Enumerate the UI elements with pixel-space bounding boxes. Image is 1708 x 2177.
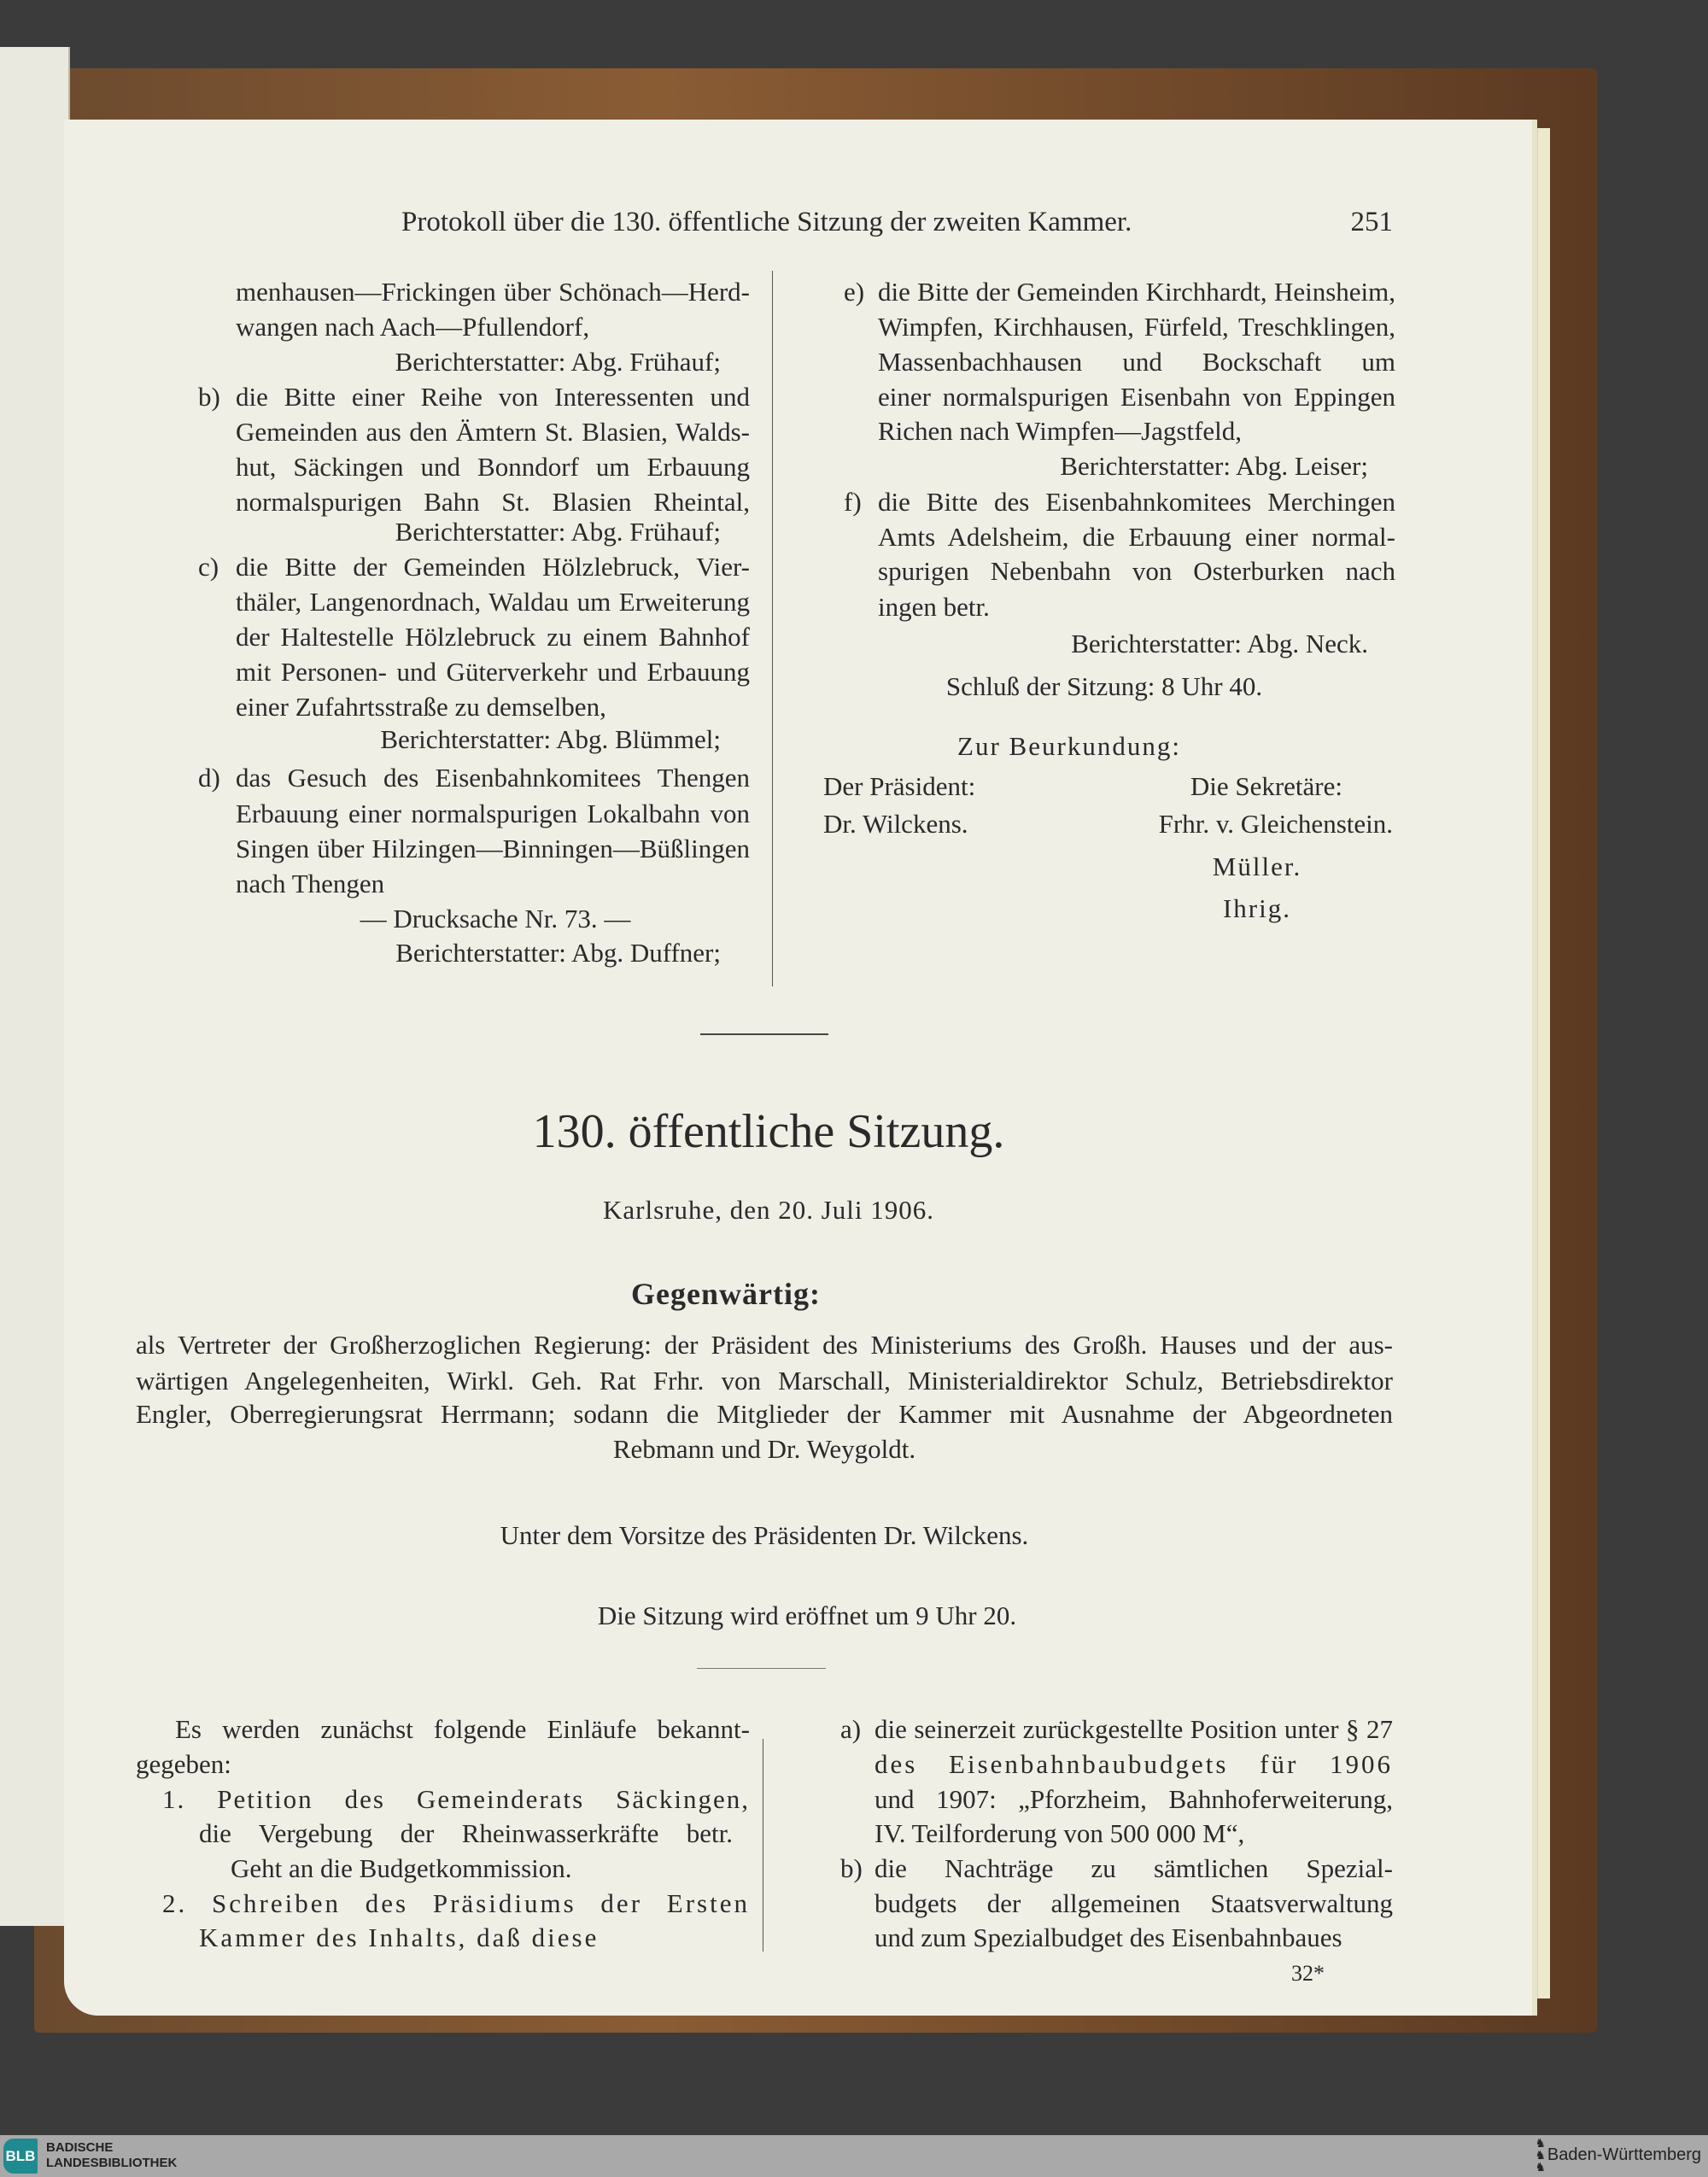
signature-mark: 32*: [1291, 1961, 1325, 1986]
item-label: b): [198, 382, 220, 412]
reporter-line: Berichterstatter: Abg. Neck.: [1071, 629, 1368, 658]
text-line: Erbauung einer normalspurigen Lokalbahn von: [236, 799, 750, 828]
text-line: Singen über Hilzingen—Binningen—Büßlingen: [236, 834, 750, 863]
facing-page-edge: [0, 47, 70, 1926]
referral-line: Geht an die Budgetkommission.: [231, 1853, 572, 1883]
text-line: die Nachträge zu sämtlichen Spezial-: [874, 1853, 1393, 1883]
attestation-heading: Zur Beurkundung:: [957, 731, 1181, 761]
text-line: wangen nach Aach—Pfullendorf,: [236, 312, 590, 342]
text-line: 1. Petition des Gemeinderats Säckingen,: [162, 1784, 750, 1814]
text-line: die Bitte der Gemeinden Hölzlebruck, Vier-: [236, 552, 750, 582]
text-line: und 1907: „Pforzheim, Bahnhoferweiterung,: [874, 1784, 1393, 1814]
text-line: der Haltestelle Hölzlebruck zu einem Bahnhof: [236, 622, 750, 652]
library-name[interactable]: [46, 2140, 177, 2171]
text-line: die Bitte der Gemeinden Kirchhardt, Heinsheim,: [878, 277, 1395, 307]
text-line: die seinerzeit zurückgestellte Position unter § 27: [874, 1714, 1393, 1744]
secretaries-label: Die Sekretäre:: [1190, 771, 1342, 801]
reporter-line: Berichterstatter: Abg. Blümmel;: [380, 724, 721, 754]
running-title: Protokoll über die 130. öffentliche Sitzung der zweiten Kammer.: [401, 207, 1132, 237]
text-line: budgets der allgemeinen Staatsverwaltung: [874, 1888, 1393, 1918]
text-line: gegeben:: [136, 1749, 231, 1779]
item-label: a): [840, 1714, 862, 1744]
session-close: Schluß der Sitzung: 8 Uhr 40.: [945, 671, 1263, 701]
text-line: des Eisenbahnbaubudgets für 1906: [874, 1749, 1393, 1779]
present-line: Engler, Oberregierungsrat Herrmann; sodann die Mitglieder der Kammer mit Ausnahme der Abgeordneten: [136, 1399, 1393, 1429]
state-name[interactable]: Baden-Württemberg: [1547, 2145, 1701, 2164]
text-line: menhausen—Frickingen über Schönach—Herd-: [236, 277, 750, 307]
text-line: einer normalspurigen Eisenbahn von Eppingen: [878, 382, 1395, 412]
text-line: die Bitte des Eisenbahnkomitees Merchingen: [878, 487, 1395, 517]
secretary-name: Müller.: [1212, 851, 1302, 881]
blb-logo-icon[interactable]: BLB: [3, 2139, 38, 2174]
secretary-name: Ihrig.: [1222, 893, 1291, 923]
text-line: mit Personen- und Güterverkehr und Erbauung: [236, 657, 750, 687]
item-label: c): [198, 552, 219, 582]
section-rule: [700, 1033, 828, 1035]
item-label: b): [840, 1853, 863, 1883]
session-title: 130. öffentliche Sitzung.: [532, 1105, 1005, 1158]
text-line: 2. Schreiben des Präsidiums der Ersten: [162, 1888, 750, 1918]
text-line: einer Zufahrtsstraße zu demselben,: [236, 692, 606, 722]
text-line: Kammer des Inhalts, daß diese: [199, 1922, 600, 1952]
reporter-line: Berichterstatter: Abg. Frühauf;: [395, 347, 721, 377]
text-line: spurigen Nebenbahn von Osterburken nach: [878, 556, 1395, 586]
item-label: d): [198, 763, 220, 793]
present-line: als Vertreter der Großherzoglichen Regierung: der Präsident des Ministeriums des Großh. Hauses und der aus-: [136, 1330, 1393, 1360]
page-number: 251: [1350, 207, 1393, 237]
column-divider: [772, 271, 773, 986]
text-line: thäler, Langenordnach, Waldau um Erweiterung: [236, 587, 750, 617]
present-line: wärtigen Angelegenheiten, Wirkl. Geh. Rat Frhr. von Marschall, Ministerialdirektor Schulz, Betriebsdirektor: [136, 1366, 1393, 1396]
president-name: Dr. Wilckens.: [823, 809, 968, 839]
place-date: Karlsruhe, den 20. Juli 1906.: [602, 1195, 935, 1225]
text-line: Es werden zunächst folgende Einläufe bekannt-: [175, 1714, 750, 1744]
short-rule: [697, 1668, 826, 1669]
text-line: das Gesuch des Eisenbahnkomitees Thengen: [236, 763, 750, 793]
reporter-line: Berichterstatter: Abg. Leiser;: [1060, 451, 1368, 481]
president-label: Der Präsident:: [823, 771, 976, 801]
library-name-line: LANDESBIBLIOTHEK: [46, 2156, 178, 2170]
viewer-footer: [0, 2135, 1708, 2177]
item-label: e): [844, 277, 865, 307]
text-line: nach Thengen: [236, 869, 385, 898]
library-name-line: BADISCHE: [46, 2140, 114, 2155]
text-line: Amts Adelsheim, die Erbauung einer normal-: [878, 522, 1395, 552]
reporter-line: Berichterstatter: Abg. Frühauf;: [395, 517, 721, 547]
text-line: und zum Spezialbudget des Eisenbahnbaues: [874, 1922, 1342, 1952]
document-reference: — Drucksache Nr. 73. —: [360, 904, 631, 933]
chair-line: Unter dem Vorsitze des Präsidenten Dr. Wilckens.: [500, 1520, 1029, 1550]
text-line: Richen nach Wimpfen—Jagstfeld,: [878, 416, 1243, 446]
opening-line: Die Sitzung wird eröffnet um 9 Uhr 20.: [597, 1601, 1017, 1630]
text-line: normalspurigen Bahn St. Blasien Rheintal,: [236, 487, 750, 517]
secretary-name: Frhr. v. Gleichenstein.: [1158, 809, 1393, 839]
text-line: hut, Säckingen und Bonndorf um Erbauung: [236, 452, 750, 482]
item-label: f): [844, 487, 862, 517]
present-heading: Gegenwärtig:: [631, 1277, 821, 1311]
text-line: IV. Teilforderung von 500 000 M“,: [874, 1818, 1245, 1848]
present-line: Rebmann und Dr. Weygoldt.: [612, 1434, 916, 1464]
page-edges: [1537, 128, 1550, 1999]
text-line: ingen betr.: [878, 592, 990, 622]
text-line: Wimpfen, Kirchhausen, Fürfeld, Treschklingen,: [878, 312, 1395, 342]
text-line: Gemeinden aus den Ämtern St. Blasien, Walds-: [236, 417, 750, 447]
text-line: Massenbachhausen und Bockschaft um: [878, 347, 1395, 377]
text-line: die Vergebung der Rheinwasserkräfte betr.: [199, 1818, 733, 1848]
reporter-line: Berichterstatter: Abg. Duffner;: [395, 938, 721, 968]
state-coat-of-arms-icon: ♞ ♞ ♞: [1535, 2138, 1546, 2174]
text-line: die Bitte einer Reihe von Interessenten und: [236, 382, 750, 412]
